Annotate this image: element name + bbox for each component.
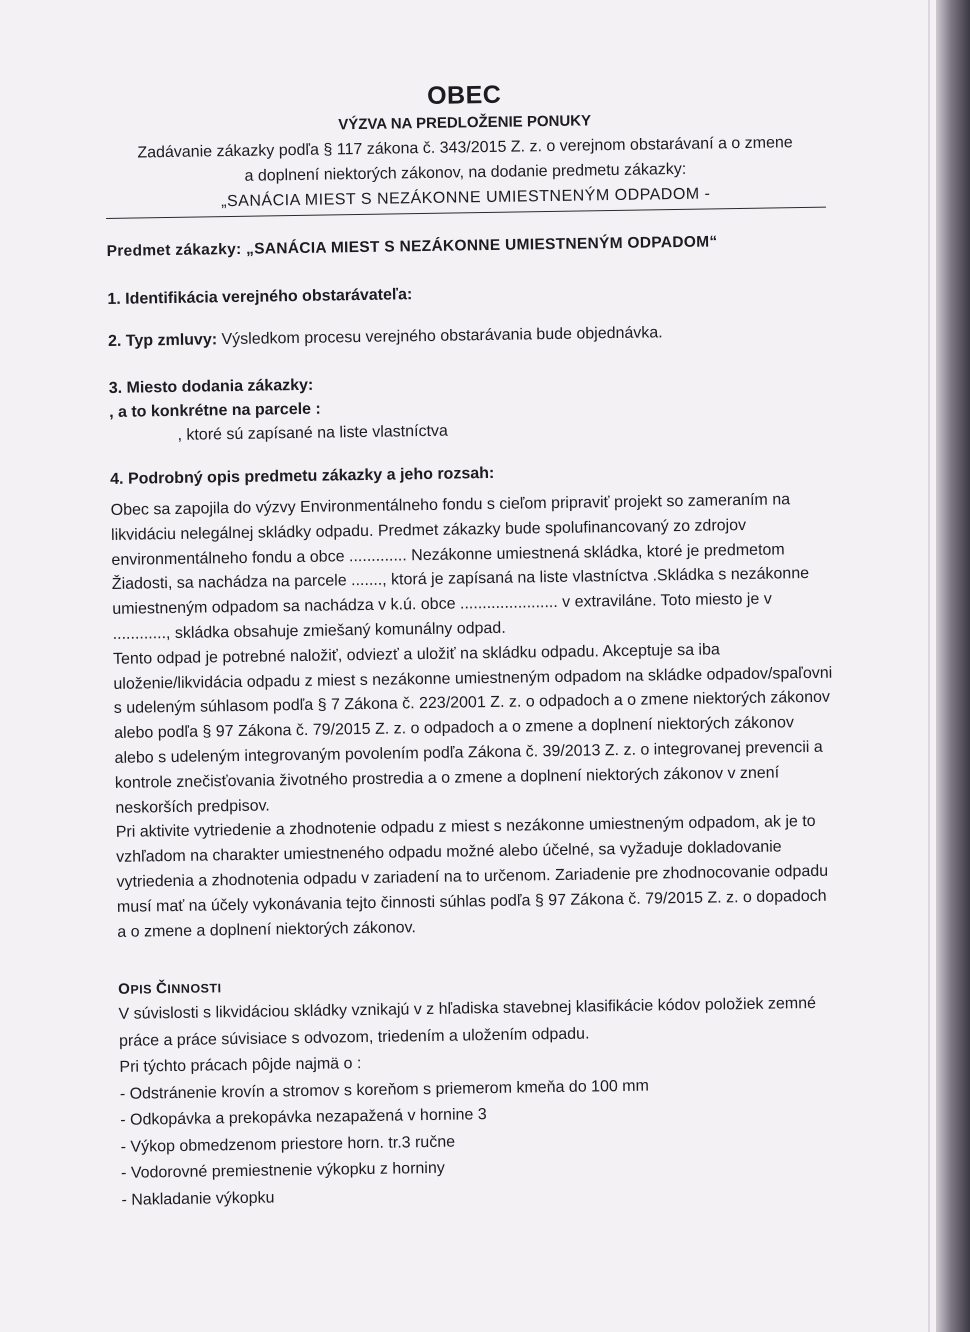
contract-subject: Predmet zákazky: „SANÁCIA MIEST S NEZÁKONNE UMIESTNENÝM ODPADOM“ (106, 233, 718, 260)
section-4 (110, 460, 830, 489)
document-subtitle: VÝZVA NA PREDLOŽENIE PONUKY (338, 112, 592, 134)
activities-list (120, 1070, 842, 1214)
section-2 (108, 322, 828, 351)
list-item: - Výkop obmedzenom priestore horn. tr.3 ručne (120, 1133, 456, 1156)
list-item: - Odkopávka a prekopávka nezapažená v hornine 3 (120, 1106, 487, 1130)
document-content (104, 73, 842, 1215)
section-2-text: Výsledkom procesu verejného obstarávania bude objednávka. (221, 324, 663, 349)
section-2-number: 2. (107, 332, 122, 350)
intro-line-3: „SANÁCIA MIEST S NEZÁKONNE UMIESTNENÝM ODPADOM - (221, 185, 711, 211)
section-3-number: 3. (108, 379, 123, 397)
section-4-label: Podrobný opis predmetu zákazky a jeho rozsah: (127, 464, 495, 488)
section-2-label: Typ zmluvy: (125, 331, 218, 350)
description-paragraph-1: Obec sa zapojila do výzvy Environmentálneho fondu s cieľom pripraviť projekt so zameraním na likvidáciu nelegálnej skládky odpadu. Predmet zákazky bude spolufinancovaný zo zdrojov environmentálneho fondu a obce ............. Nezákonne umiestnená skládka, ktoré je predmetom Žiadosti, sa nachádza na parcele ......., ktorá je zapísaná na liste vlastníctva .Skládka s nezákonne umiestneným odpadom sa nachádza v k.ú. obce ...................... v extraviláne. Toto miesto je v ............, skládka obsahuje zmiešaný komunálny odpad. (110, 491, 810, 643)
section-3-ownership-line: , ktoré sú zapísané na liste vlastníctva (177, 422, 448, 444)
section-3-label: Miesto dodania zákazky: (126, 376, 314, 397)
list-item: - Nakladanie výkopku (121, 1189, 275, 1209)
section-3 (109, 366, 830, 449)
section-1 (107, 280, 827, 309)
intro-line-2: a doplnení niektorých zákonov, na dodanie predmetu zákazky: (244, 160, 687, 185)
section-4-number: 4. (110, 470, 124, 488)
document-title: OBEC (426, 80, 502, 110)
activities-heading: OPIS ČINNOSTI (118, 980, 222, 999)
description-paragraph-2: Tento odpad je potrebné naložiť, odviezť a uložiť na skládku odpadu. Akceptuje sa iba uloženie/likvidácia odpadu z miest s nezákonne umiestneným odpadom na skládke odpadov/spaľovni s udeleným súhlasom podľa § 7 Zákona č. 223/2001 Z. z. o odpadoch a o zmene niektorých zákonov alebo podľa § 97 Zákona č. 79/2015 Z. z. o odpadoch a o zmene a doplnení niektorých zákonov alebo s udeleným integrovaným povolením podľa Zákona č. 39/2013 Z. z. o integrovanej prevencii a kontrole znečisťovania životného prostredia a o zmene a doplnení niektorých zákonov v znení neskorších predpisov. (112, 641, 833, 817)
activities-body (118, 991, 841, 1214)
list-item: - Vodorovné premiestnenie výkopku z horniny (120, 1160, 445, 1183)
activities-paragraph-1: V súvislosti s likvidáciou skládky vznikajú v z hľadiska stavebnej klasifikácie kódov položiek zemné práce a práce súvisiace s odvozom, triedením a uložením odpadu. (118, 995, 817, 1050)
activities-paragraph-2: Pri týchto prácach pôjde najmä o : (119, 1055, 362, 1077)
scan-edge-shadow (936, 0, 970, 1332)
page-edge-line (928, 0, 930, 1332)
section-3-parcel-line: , a to konkrétne na parcele : (109, 400, 321, 421)
description-body (111, 488, 838, 946)
intro-line-1: Zadávanie zákazky podľa § 117 zákona č. 343/2015 Z. z. o verejnom obstarávaní a o zmene (137, 134, 793, 162)
section-1-label: Identifikácia verejného obstarávateľa: (125, 286, 413, 308)
list-item: - Odstránenie krovín a stromov s koreňom s priemerom kmeňa do 100 mm (119, 1077, 650, 1103)
section-1-number: 1. (107, 290, 121, 308)
description-paragraph-3: Pri aktivite vytriedenie a zhodnotenie odpadu z miest s nezákonne umiestneným odpadom, ak je to vzhľadom na charakter umiestneného odpadu možné alebo účelné, sa vyžaduje dokladovanie vytriedenia a zhodnotenia odpadu v zariadení na to určenom. Zariadenie pre zhodnocovanie odpadu musí mať na účely vykonávania tejto činnosti súhlas podľa § 97 Zákona č. 79/2015 Z. z. o dopadoch a o zmene a doplnení niektorých zákonov. (115, 813, 829, 941)
